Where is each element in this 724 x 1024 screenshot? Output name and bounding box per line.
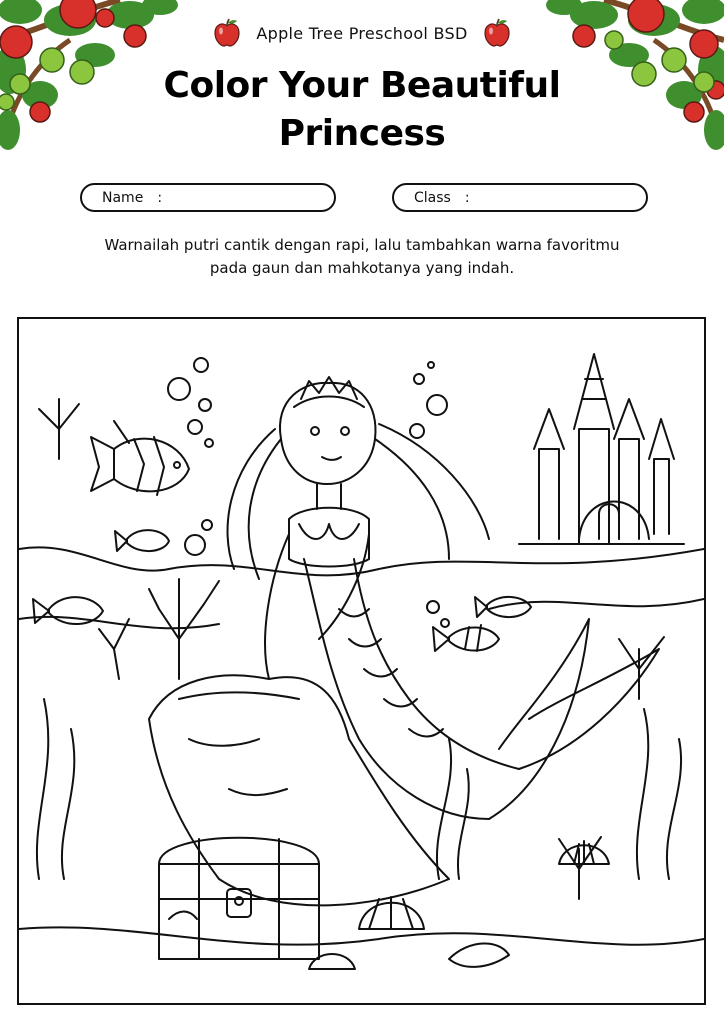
page-title	[0, 62, 724, 158]
castle	[519, 354, 684, 544]
treasure-chest	[159, 838, 319, 959]
instructions-line-2: pada gaun dan mahkotanya yang indah.	[209, 259, 515, 277]
school-name: Apple Tree Preschool BSD	[256, 23, 468, 43]
coloring-illustration-frame	[17, 317, 706, 1005]
coral	[39, 399, 664, 899]
school-header	[0, 16, 724, 50]
class-separator: :	[464, 189, 470, 206]
angelfish	[91, 421, 189, 495]
name-separator: :	[157, 189, 163, 206]
small-fish	[33, 530, 531, 651]
apple-icon	[212, 18, 242, 48]
page-title-line-1: Color Your Beautiful	[163, 65, 561, 106]
class-field[interactable]	[392, 183, 648, 212]
page-title-line-2: Princess	[278, 113, 446, 154]
mermaid-coloring-illustration	[19, 319, 704, 1003]
name-field[interactable]	[80, 183, 336, 212]
class-label: Class	[414, 189, 451, 206]
bubbles	[168, 358, 449, 627]
apple-icon	[482, 18, 512, 48]
instructions-line-1: Warnailah putri cantik dengan rapi, lalu tambahkan warna favoritmu	[104, 236, 620, 254]
mermaid	[228, 377, 659, 819]
instructions	[40, 234, 684, 280]
name-label: Name	[102, 189, 144, 206]
